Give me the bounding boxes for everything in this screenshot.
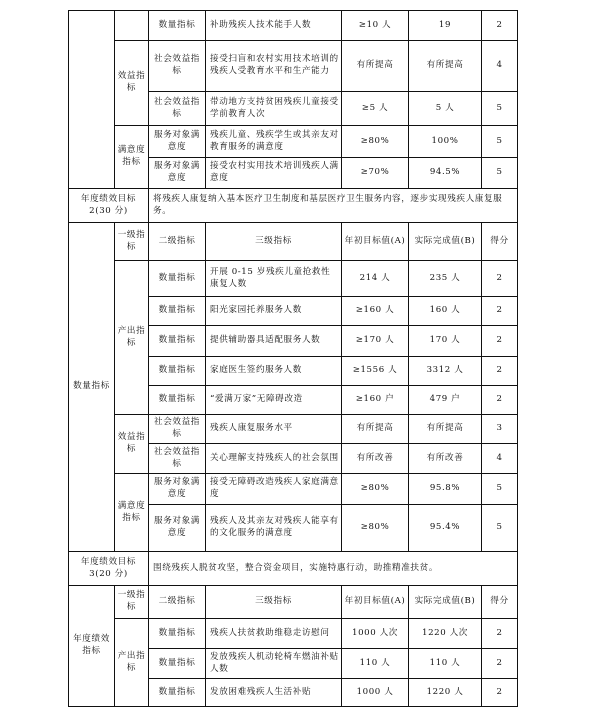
actual-cell: 有所提高 — [409, 41, 482, 92]
header-score: 得分 — [482, 223, 518, 261]
target-cell: ≥5 人 — [342, 92, 409, 126]
level2-cell: 数量指标 — [149, 649, 206, 679]
score-cell: 2 — [482, 649, 518, 679]
level3-cell: 残疾人康复服务水平 — [206, 415, 342, 444]
group-cell-satisfaction: 满意度指标 — [115, 126, 149, 189]
actual-cell: 19 — [409, 11, 482, 41]
goal-text: 围绕残疾人脱贫攻坚，整合资金项目，实施特惠行动，助推精准扶贫。 — [149, 552, 518, 586]
table-row — [69, 474, 518, 505]
score-cell: 2 — [482, 261, 518, 297]
level2-cell: 服务对象满意度 — [149, 126, 206, 158]
level3-cell: 阳光家园托养服务人数 — [206, 297, 342, 326]
level2-cell: 数量指标 — [149, 261, 206, 297]
group-cell-output: 产出指标 — [115, 619, 149, 707]
header-level1: 一级指标 — [115, 223, 149, 261]
level3-cell: “爱满万家”无障碍改造 — [206, 386, 342, 415]
header-level3: 三级指标 — [206, 586, 342, 619]
goal-label: 年度绩效目标3(20 分) — [69, 552, 149, 586]
header-score: 得分 — [482, 586, 518, 619]
target-cell: 有所改善 — [342, 444, 409, 474]
actual-cell: 1220 人次 — [409, 619, 482, 649]
goal-row — [69, 552, 518, 586]
score-cell: 5 — [482, 158, 518, 189]
target-cell: ≥170 人 — [342, 326, 409, 357]
target-cell: 有所提高 — [342, 41, 409, 92]
level2-cell: 数量指标 — [149, 357, 206, 386]
actual-cell: 170 人 — [409, 326, 482, 357]
actual-cell: 有所提高 — [409, 415, 482, 444]
header-level3: 三级指标 — [206, 223, 342, 261]
score-cell: 2 — [482, 679, 518, 707]
actual-cell: 94.5% — [409, 158, 482, 189]
level2-cell: 社会效益指标 — [149, 41, 206, 92]
table-row — [69, 619, 518, 649]
actual-cell: 479 户 — [409, 386, 482, 415]
level3-cell: 提供辅助器具适配服务人数 — [206, 326, 342, 357]
group-cell-output: 产出指标 — [115, 261, 149, 415]
level3-cell: 开展 0-15 岁残疾儿童抢救性康复人数 — [206, 261, 342, 297]
table-row — [69, 41, 518, 92]
actual-cell: 110 人 — [409, 649, 482, 679]
score-cell: 2 — [482, 297, 518, 326]
goal-label: 年度绩效目标2(30 分) — [69, 189, 149, 223]
target-cell: ≥160 户 — [342, 386, 409, 415]
goal-text: 将残疾人康复纳入基本医疗卫生制度和基层医疗卫生服务内容，逐步实现残疾人康复服务。 — [149, 189, 518, 223]
actual-cell: 3312 人 — [409, 357, 482, 386]
target-cell: ≥80% — [342, 505, 409, 552]
target-cell: 1000 人次 — [342, 619, 409, 649]
actual-cell: 95.8% — [409, 474, 482, 505]
score-cell: 2 — [482, 326, 518, 357]
level2-cell: 社会效益指标 — [149, 444, 206, 474]
level3-cell: 残疾人及其亲友对残疾人能享有的文化服务的满意度 — [206, 505, 342, 552]
target-cell: ≥10 人 — [342, 11, 409, 41]
score-cell: 2 — [482, 357, 518, 386]
score-cell: 2 — [482, 11, 518, 41]
header-actual: 实际完成值(B) — [409, 586, 482, 619]
level3-cell: 发放困难残疾人生活补贴 — [206, 679, 342, 707]
actual-cell: 1220 人 — [409, 679, 482, 707]
level2-cell: 数量指标 — [149, 386, 206, 415]
header-level2: 二级指标 — [149, 586, 206, 619]
level2-cell: 社会效益指标 — [149, 415, 206, 444]
performance-indicator-table — [68, 10, 518, 707]
table-row — [69, 126, 518, 158]
level3-cell: 关心理解支持残疾人的社会氛围 — [206, 444, 342, 474]
level2-cell: 数量指标 — [149, 297, 206, 326]
header-row — [69, 586, 518, 619]
level3-cell: 发放残疾人机动轮椅车燃油补贴人数 — [206, 649, 342, 679]
level2-cell: 社会效益指标 — [149, 92, 206, 126]
score-cell: 5 — [482, 474, 518, 505]
table-row — [69, 415, 518, 444]
target-cell: 有所提高 — [342, 415, 409, 444]
actual-cell: 有所改善 — [409, 444, 482, 474]
score-cell: 2 — [482, 619, 518, 649]
score-cell: 4 — [482, 41, 518, 92]
actual-cell: 95.4% — [409, 505, 482, 552]
level3-cell: 接受农村实用技术培训残疾人满意度 — [206, 158, 342, 189]
header-level2: 二级指标 — [149, 223, 206, 261]
group-cell-satisfaction: 满意度指标 — [115, 474, 149, 552]
actual-cell: 5 人 — [409, 92, 482, 126]
level2-cell: 服务对象满意度 — [149, 474, 206, 505]
actual-cell: 100% — [409, 126, 482, 158]
table-row — [69, 261, 518, 297]
category-cell — [69, 11, 115, 189]
score-cell: 5 — [482, 92, 518, 126]
target-cell: ≥160 人 — [342, 297, 409, 326]
score-cell: 5 — [482, 126, 518, 158]
target-cell: ≥80% — [342, 126, 409, 158]
level2-cell: 数量指标 — [149, 326, 206, 357]
target-cell: ≥70% — [342, 158, 409, 189]
target-cell: ≥80% — [342, 474, 409, 505]
header-target: 年初目标值(A) — [342, 223, 409, 261]
score-cell: 3 — [482, 415, 518, 444]
header-level1: 一级指标 — [115, 586, 149, 619]
level1-cell — [115, 11, 149, 41]
level2-cell: 服务对象满意度 — [149, 158, 206, 189]
actual-cell: 160 人 — [409, 297, 482, 326]
score-cell: 5 — [482, 505, 518, 552]
header-row — [69, 223, 518, 261]
header-actual: 实际完成值(B) — [409, 223, 482, 261]
level2-cell: 服务对象满意度 — [149, 505, 206, 552]
group-cell-benefit: 效益指标 — [115, 41, 149, 126]
level3-cell: 补助残疾人技术能手人数 — [206, 11, 342, 41]
level2-cell: 数量指标 — [149, 11, 206, 41]
actual-cell: 235 人 — [409, 261, 482, 297]
level2-cell: 数量指标 — [149, 619, 206, 649]
target-cell: 1000 人 — [342, 679, 409, 707]
score-cell: 2 — [482, 386, 518, 415]
category-cell: 年度绩效指标 — [69, 586, 115, 707]
header-target: 年初目标值(A) — [342, 586, 409, 619]
level3-cell: 接受无障碍改造残疾人家庭满意度 — [206, 474, 342, 505]
level3-cell: 残疾人扶贫救助维稳走访慰问 — [206, 619, 342, 649]
group-cell-benefit: 效益指标 — [115, 415, 149, 474]
goal-row — [69, 189, 518, 223]
level3-cell: 接受扫盲和农村实用技术培训的残疾人受教育水平和生产能力 — [206, 41, 342, 92]
level3-cell: 残疾儿童、残疾学生或其亲友对教育服务的满意度 — [206, 126, 342, 158]
target-cell: ≥1556 人 — [342, 357, 409, 386]
level3-cell: 家庭医生签约服务人数 — [206, 357, 342, 386]
score-cell: 4 — [482, 444, 518, 474]
level2-cell: 数量指标 — [149, 679, 206, 707]
target-cell: 214 人 — [342, 261, 409, 297]
target-cell: 110 人 — [342, 649, 409, 679]
level3-cell: 带动地方支持贫困残疾儿童接受学前教育人次 — [206, 92, 342, 126]
table-row — [69, 11, 518, 41]
category-cell: 数量指标 — [69, 223, 115, 552]
